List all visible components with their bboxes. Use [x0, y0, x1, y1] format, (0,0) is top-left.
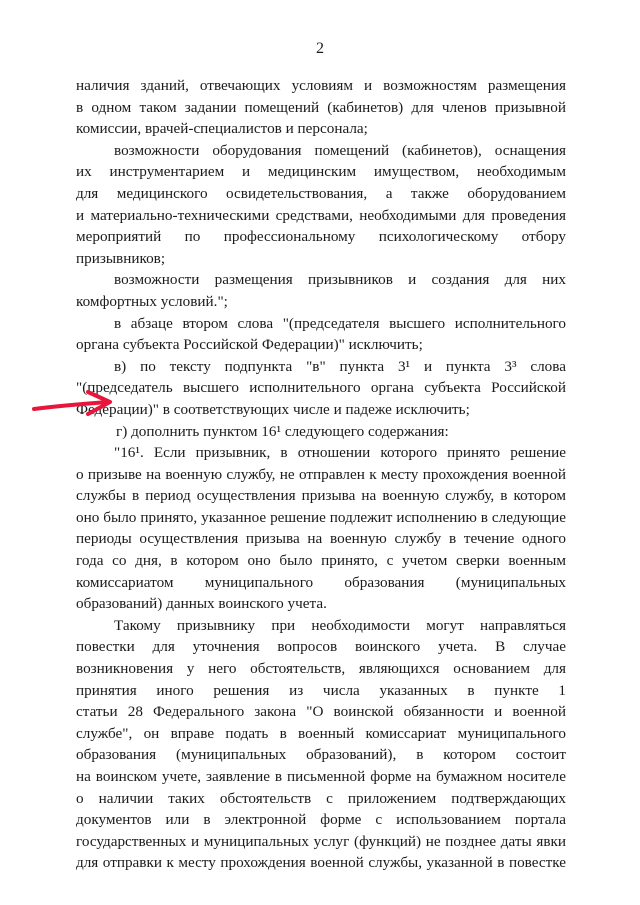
- text-line: периоды осуществления призыва на военную службу в течение одного: [76, 530, 566, 548]
- red-arrow-marker-icon: [30, 384, 120, 424]
- text-line: о призыве на военную службу, не отправлен к месту прохождения военной: [76, 465, 566, 483]
- text-line: в одном таком задании помещений (кабинетов) для членов призывной: [76, 98, 566, 116]
- text-line: мероприятий по профессиональному психологическому отбору: [76, 228, 566, 246]
- text-line: возникновения у него обстоятельств, являющихся основанием для: [76, 660, 566, 678]
- text-line: принятия иного решения из числа указанных в пункте 1: [76, 681, 566, 699]
- text-line: комиссариатом муниципального образования (муниципальных: [76, 573, 566, 591]
- text-line: Федерации)" в соответствующих числе и падеже исключить;: [76, 400, 470, 418]
- text-line: службы в период осуществления призыва на военную службу, в котором: [76, 487, 566, 505]
- text-line: возможности оборудования помещений (кабинетов), оснащения: [114, 141, 566, 159]
- text-line: года со дня, в котором оно было принято, с учетом сверки военным: [76, 552, 566, 570]
- text-line: образований) данных воинского учета.: [76, 595, 327, 613]
- text-line: и материально-техническими средствами, необходимыми для проведения: [76, 206, 566, 224]
- text-line: статьи 28 Федерального закона "О воинской обязанности и военной: [76, 703, 566, 721]
- text-line: образования (муниципальных образований), в котором состоит: [76, 746, 566, 764]
- text-line: о наличии таких обстоятельств с приложением подтверждающих: [76, 789, 566, 807]
- text-line: "(председатель высшего исполнительного органа субъекта Российской: [76, 379, 566, 397]
- text-line: оно было принято, указанное решение подлежит исполнению в следующие: [76, 508, 566, 526]
- document-body: [76, 75, 566, 874]
- text-line: органа субъекта Российской Федерации)" исключить;: [76, 336, 423, 354]
- text-line: их инструментарием и медицинским имуществом, необходимым: [76, 163, 566, 181]
- page-number: 2: [316, 40, 324, 57]
- text-line: "16¹. Если призывник, в отношении которого принято решение: [114, 444, 566, 462]
- text-line: г) дополнить пунктом 16¹ следующего содержания:: [116, 422, 449, 440]
- text-line: наличия зданий, отвечающих условиям и возможностям размещения: [76, 77, 566, 94]
- text-line: службе", он вправе подать в военный комиссариат муниципального: [76, 724, 566, 742]
- text-line: в) по тексту подпункта "в" пункта 3¹ и пункта 3³ слова: [114, 357, 566, 375]
- text-line: комфортных условий.";: [76, 292, 228, 310]
- text-line: призывников;: [76, 249, 166, 267]
- text-line: комиссии, врачей-специалистов и персонала;: [76, 120, 368, 138]
- text-line: документов или в электронной форме с использованием портала: [76, 811, 566, 829]
- text-line: государственных и муниципальных услуг (функций) не позднее даты явки: [76, 832, 566, 850]
- text-line: повестки для уточнения вопросов воинского учета. В случае: [76, 638, 566, 656]
- text-line: для медицинского освидетельствования, а также оборудованием: [76, 184, 566, 202]
- text-line: на воинском учете, заявление в письменной форме на бумажном носителе: [76, 768, 566, 785]
- text-line: Такому призывнику при необходимости могут направляться: [114, 616, 566, 634]
- text-line: в абзаце втором слова "(председателя высшего исполнительного: [114, 314, 566, 332]
- text-line: возможности размещения призывников и создания для них: [114, 271, 566, 289]
- text-line: для отправки к месту прохождения военной службы, указанной в повестке: [76, 854, 566, 872]
